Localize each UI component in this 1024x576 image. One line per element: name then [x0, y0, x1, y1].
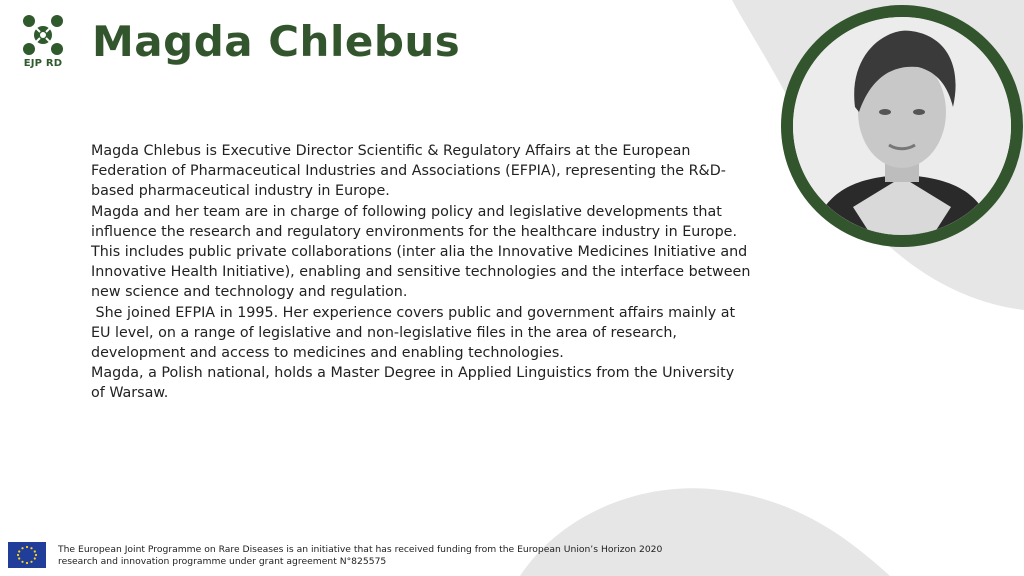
bio-paragraph: Magda Chlebus is Executive Director Scientific & Regulatory Affairs at the European Federation of Pharmaceutical Industries and Associations (EFPIA), representing the R&D-based pharmaceutical industry in Europe.	[91, 143, 726, 200]
speaker-portrait	[781, 5, 1023, 247]
portrait-photo	[793, 17, 1011, 235]
bio-paragraph: She joined EFPIA in 1995. Her experience covers public and government affairs mainly at EU level, on a range of legislative and non-legislative files in the area of research, development and access to medicines and enabling technologies.	[91, 304, 740, 362]
ejprd-logo	[18, 14, 68, 72]
funding-notice: The European Joint Programme on Rare Diseases is an initiative that has received funding from the European Union’s Horizon 2020 research and innovation programme under grant agreement N°825575	[58, 544, 663, 567]
logo-text: EJP RD	[23, 58, 63, 69]
bio-paragraph: Magda and her team are in charge of following policy and legislative developments that influence the research and regulatory environments for the healthcare industry in Europe. This includes public private collaborations (inter alia the Innovative Medicines Initiative and Innovative Health Initiative), enabling and sensitive technologies and the interface between new science and technology and regulation.	[91, 203, 755, 301]
eu-flag-icon	[8, 542, 46, 568]
speaker-bio	[91, 141, 755, 404]
bio-paragraph: Magda, a Polish national, holds a Master Degree in Applied Linguistics from the University of Warsaw.	[91, 365, 739, 402]
speaker-name: Magda Chlebus	[92, 17, 461, 66]
ejprd-logo-icon	[22, 14, 64, 56]
